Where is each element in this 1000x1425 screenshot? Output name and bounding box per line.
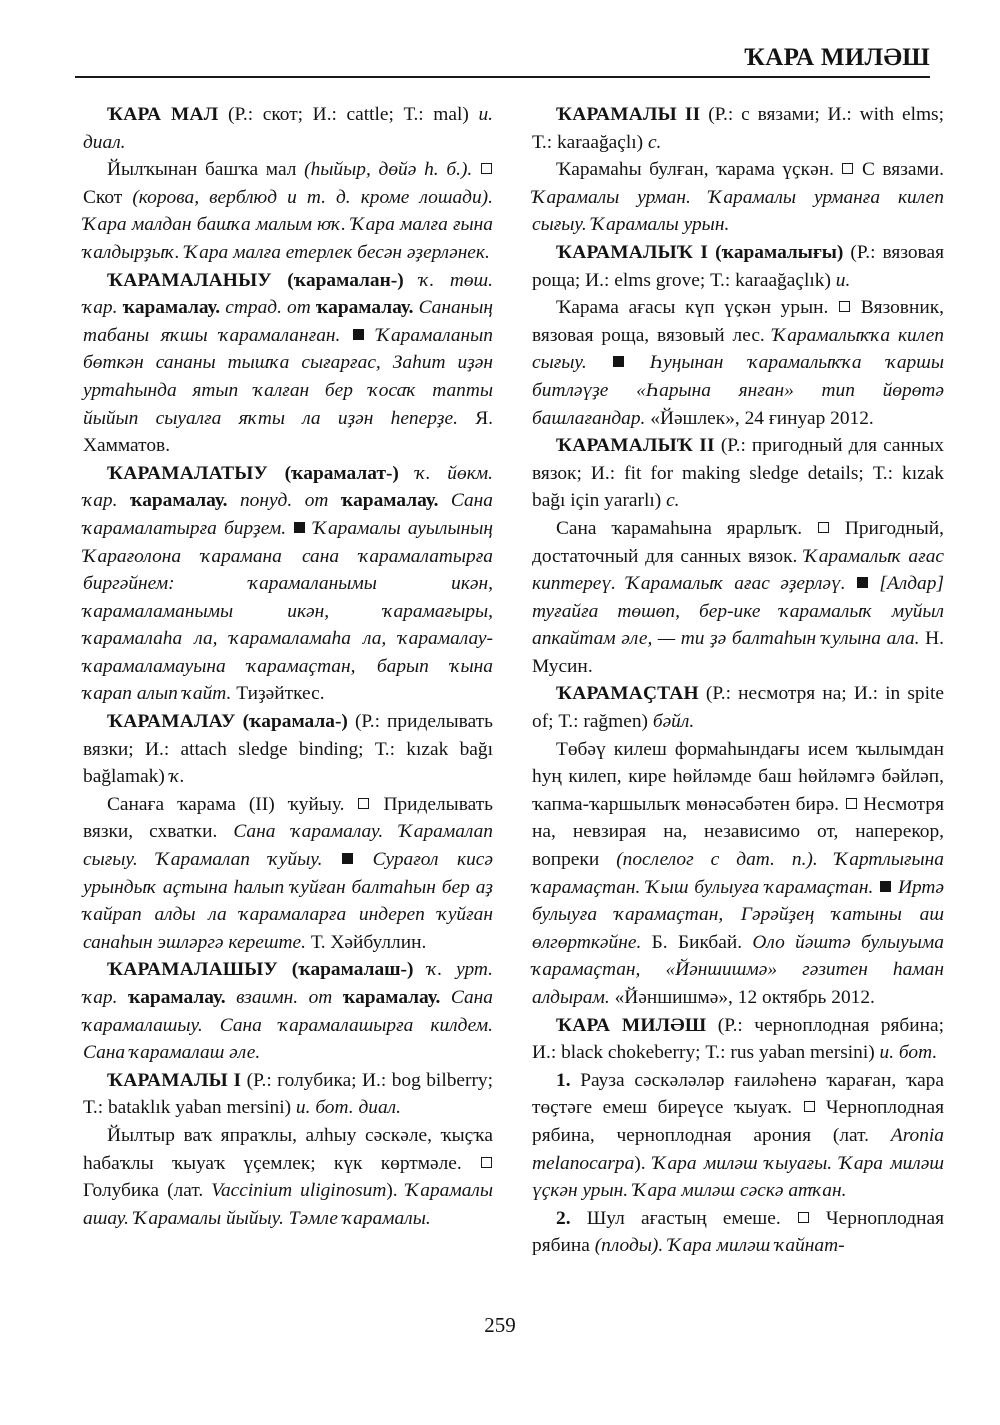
sense-2 bbox=[532, 1205, 944, 1260]
citation: Ҡарамаланып бөткән сананы тышҡа сығарғас, Заһит иҙән уртаһында ятып ҡалған бер ҡосаҡ тапты йыйып сыуалға яҡты ла иҙән һеперҙе. bbox=[83, 324, 493, 429]
entry-karamalashyu bbox=[83, 956, 493, 1066]
citation: Һуңынан ҡарамалыҡҡа ҡаршы битләүҙе «Һарына янған» тип йөрөтә башлағандар. bbox=[532, 352, 944, 429]
cross-reference: ҡарамалау. bbox=[122, 297, 221, 319]
citation-square-icon bbox=[353, 329, 364, 340]
entry-karamalatyu bbox=[83, 460, 493, 708]
entry-karamastan bbox=[532, 680, 944, 735]
definition bbox=[532, 156, 944, 239]
headword: ҠАРАМАЛЫҠ II bbox=[556, 435, 715, 457]
sense-1 bbox=[532, 1067, 944, 1205]
grammar-label: бәйл. bbox=[652, 711, 695, 733]
cross-reference: ҡарамалау. bbox=[342, 987, 441, 1008]
translation-text: ). bbox=[386, 1180, 406, 1202]
page-number: 259 bbox=[484, 1313, 516, 1337]
grammar-label: и. бот. диал. bbox=[295, 1097, 401, 1119]
definition bbox=[532, 736, 944, 1012]
citation: Сурағол кисә урындыҡ аҫтына һалып ҡуйған балтаһын бер аҙ ҡайрап алды ла ҡарамаларға индереп ҡуйған санаһын эшләргә кереште. bbox=[83, 849, 494, 953]
citation-author: Н. Мусин. bbox=[532, 628, 944, 677]
headword: ҠАРАМАЛАНЫУ bbox=[107, 269, 272, 291]
entry-karamaly-2 bbox=[532, 101, 944, 156]
sense-number: 2. bbox=[556, 1207, 571, 1229]
translation-text: Черноплодная рябина bbox=[532, 1207, 944, 1257]
translation-box-icon bbox=[846, 798, 857, 809]
headword: ҠАРАМАЛЫ II bbox=[556, 104, 701, 125]
grammar-label: ҡ. урт. ҡар. bbox=[83, 959, 493, 1008]
headword-stem: (ҡарамалаш-) bbox=[277, 959, 428, 981]
cross-reference: ҡарамалау. bbox=[128, 987, 226, 1008]
citation-author: «Йәншишмә», 12 октябрь 2012. bbox=[609, 987, 875, 1008]
translation-text: Приделывать вязки, схватки. bbox=[83, 793, 494, 843]
headword: ҠАРА МИЛӘШ bbox=[556, 1014, 707, 1036]
definition-text: Шул ағастың емеше. bbox=[570, 1207, 797, 1229]
headword-stem: (ҡарамалығы) bbox=[708, 241, 851, 263]
translation-box-icon bbox=[818, 522, 829, 533]
entry-kara-milash bbox=[532, 1012, 944, 1067]
grammar-label: и. диал. bbox=[83, 104, 494, 153]
left-column bbox=[83, 101, 493, 1232]
right-column bbox=[532, 101, 944, 1260]
headword: ҠАРАМАЛАУ bbox=[107, 711, 236, 733]
examples: (плоды). Ҡара миләш ҡайнат- bbox=[594, 1235, 845, 1257]
citation-square-icon bbox=[613, 356, 624, 367]
grammar-label: с. bbox=[647, 131, 662, 153]
headword: ҠАРАМАЛАШЫУ bbox=[107, 959, 278, 981]
definition-text: Йылҡынан башҡа мал bbox=[107, 159, 305, 181]
examples: (корова, верблюд и т. д. кроме лошади). Ҡара малдан башҡа малым юҡ. Ҡара малға ғына ҡалдырҙыҡ. Ҡара малға етерлек бесән әҙерләнек. bbox=[83, 186, 493, 263]
examples: Ҡара миләш ҡыуағы. Ҡара миләш үҫкән урын. Ҡара миләш сәскә атҡан. bbox=[532, 1152, 945, 1202]
sense-number: 1. bbox=[556, 1069, 571, 1091]
citation-square-icon bbox=[880, 881, 891, 892]
examples: Ҡарамалыҡҡа килеп сығыу. bbox=[532, 324, 944, 374]
grammar-label: с. bbox=[666, 490, 680, 512]
definition-text: Йылтыр ваҡ япраҡлы, алһыу сәскәле, ҡыҫҡа һабаҡлы ҡыуаҡ үҫемлек; күк көртмәле. bbox=[83, 1124, 493, 1174]
definition-text: Төбәү килеш формаһындағы исем ҡылымдан һуң килеп, кире һөйләмде баш һөйләмгә бәйләп, ҡапма-ҡаршылыҡ мөнәсәбәтен бирә. bbox=[532, 738, 944, 815]
headword-stem: (ҡарамалат-) bbox=[267, 462, 416, 484]
cross-reference: ҡарамалау. bbox=[129, 490, 228, 512]
citation-author: Т. Хәйбуллин. bbox=[305, 931, 427, 953]
headword: ҠАРАМАЛЫҠ I bbox=[556, 241, 709, 263]
headword: ҠАРАМАҪТАН bbox=[556, 683, 699, 705]
grammar-label: взаимн. от bbox=[225, 987, 343, 1008]
latin-name: Vaccinium uliginosum bbox=[211, 1180, 387, 1202]
gloss: (Р.: голубика; И.: bog bilberry; Т.: bataklık yaban mersini) bbox=[83, 1069, 494, 1119]
entry-karamalyk-2 bbox=[532, 432, 944, 515]
gloss: (Р.: скот; И.: cattle; Т.: mal) bbox=[218, 104, 479, 125]
translation-text: Пригодный, достаточный для санных вязок. bbox=[532, 517, 945, 567]
translation-text: ). bbox=[634, 1152, 653, 1174]
definition-text: Рауза сәскәләләр ғаиләһенә ҡараған, ҡара төҫтәге емеш биреүсе ҡыуаҡ. bbox=[532, 1069, 944, 1119]
latin-name: Aronia melanocarpa bbox=[532, 1124, 944, 1174]
citation-author: Б. Бикбай. bbox=[641, 931, 753, 953]
translation-box-icon bbox=[842, 163, 853, 174]
entry-karamalanyu bbox=[83, 267, 493, 460]
examples: Ҡарамалы урман. Ҡарамалы урманға килеп сығыу. Ҡарамалы урын. bbox=[532, 186, 944, 236]
grammar-label: ҡ. йөкм. ҡар. bbox=[83, 462, 493, 512]
definition-text: Сана ҡарамаһына ярарлыҡ. bbox=[556, 517, 817, 539]
examples: (послелог с дат. п.). Ҡартлығына ҡарамаҫтан. Ҡыш булыуға ҡарамаҫтан. bbox=[532, 849, 944, 898]
grammar-label: страд. от bbox=[220, 297, 316, 319]
grammar-label: понуд. от bbox=[227, 490, 341, 512]
entry-karamalyk-1 bbox=[532, 239, 944, 294]
headword: ҠАРАМАЛАТЫУ bbox=[107, 462, 268, 484]
headword: ҠАРАМАЛЫ I bbox=[107, 1069, 242, 1091]
definition-text: Ҡарамаһы булған, ҡарама үҫкән. bbox=[556, 159, 842, 181]
citation-author: «Йәшлек», 24 ғинуар 2012. bbox=[645, 407, 874, 429]
translation-text: Голубика (лат. bbox=[83, 1180, 212, 1202]
citation: Ҡарамалы ауылының Ҡарағолона ҡарамана сана ҡарамалатырға биргәйнем: ҡарамаланымы икән, ҡарамаламанымы икән, ҡарамағыры, ҡарамалаһа ла, ҡарамаламаһа ла, ҡарамалау-ҡарамаламауына ҡарамаҫтан, барып ҡына ҡарап алып ҡайт. bbox=[83, 517, 493, 705]
definition-text: Ҡарама ағасы күп үҫкән урын. bbox=[556, 297, 839, 319]
translation-box-icon bbox=[804, 1101, 815, 1112]
headword-stem: (ҡарамалан-) bbox=[271, 269, 420, 291]
gloss: (Р.: черноплодная рябина; И.: black chokeberry; Т.: rus yaban mersini) bbox=[532, 1014, 944, 1064]
grammar-label: и. бот. bbox=[879, 1042, 938, 1064]
running-head: ҠАРА МИЛӘШ bbox=[75, 44, 930, 78]
citation: Оло йәштә булыуыма ҡарамаҫтан, «Йәншишмә» гәзитен һаман алдырам. bbox=[532, 931, 944, 1008]
translation-box-icon bbox=[358, 798, 369, 809]
translation-box-icon bbox=[839, 301, 850, 312]
entry-karamaly-1 bbox=[83, 1067, 493, 1122]
translation-text: Несмотря на, невзирая на, независимо от, наперекор, вопреки bbox=[532, 793, 944, 871]
gloss: (Р.: с вязами; И.: with elms; Т.: karaağaçlı) bbox=[532, 104, 944, 153]
citation-square-icon bbox=[857, 577, 868, 588]
entry-karamalau bbox=[83, 708, 493, 791]
citation-square-icon bbox=[294, 522, 305, 533]
translation-box-icon bbox=[798, 1212, 809, 1223]
grammar-label: ҡ. bbox=[169, 766, 185, 788]
examples: Сана ҡарамалау. Ҡарамалап сығыу. Ҡарамалап ҡуйыу. bbox=[83, 821, 493, 871]
definition bbox=[83, 791, 493, 957]
examples: Ҡарамалы ашау. Ҡарамалы йыйыу. Тәмле ҡарамалы. bbox=[83, 1180, 494, 1229]
definition bbox=[83, 1122, 493, 1232]
translation-box-icon bbox=[481, 163, 492, 174]
headword-stem: (ҡарамала-) bbox=[235, 711, 355, 733]
citation-author: Я. Хамматов. bbox=[83, 407, 493, 457]
entry-kara-mal bbox=[83, 101, 493, 156]
citation-square-icon bbox=[342, 853, 353, 864]
cross-reference: ҡарамалау. bbox=[315, 297, 414, 319]
grammar-label: и. bbox=[835, 269, 851, 291]
definition bbox=[83, 156, 493, 266]
grammar-label: ҡ. төш. ҡар. bbox=[83, 269, 494, 319]
examples: Сана ҡарамалашыу. Сана ҡарамалашырға килдем. Сана ҡарамалаш әле. bbox=[83, 987, 493, 1064]
gloss: (Р.: вязовая роща; И.: elms grove; Т.: karaağaçlık) bbox=[532, 241, 944, 291]
definition bbox=[532, 515, 944, 681]
gloss: (Р.: приделывать вязки; И.: attach sledge binding; Т.: kızak bağı bağlamak) bbox=[83, 711, 493, 788]
examples: Сананың табаны яҡшы ҡарамаланған. bbox=[83, 297, 494, 346]
examples: Ҡарамалыҡ ағас киптереү. Ҡарамалыҡ ағас әҙерләү. bbox=[532, 545, 944, 595]
citation: [Алдар] туғайға төшөп, бер-ике ҡарамалыҡ муйыл апкайтам әле, — ти ҙә балтаһын ҡулына ала. bbox=[532, 573, 944, 650]
definition-text: Санаға ҡарама (II) ҡуйыу. bbox=[107, 793, 358, 815]
translation-text: Скот bbox=[83, 186, 133, 208]
headword: ҠАРА МАЛ bbox=[107, 104, 219, 125]
examples: Сана ҡарамалатырға бирҙем. bbox=[83, 490, 493, 539]
citation: Иртә булыуға ҡарамаҫтан, Гәрәйҙең ҡатыны аш өлгөрткәйне. bbox=[532, 876, 944, 953]
translation-box-icon bbox=[481, 1157, 492, 1168]
cross-reference: ҡарамалау. bbox=[340, 490, 439, 512]
translation-text: Вязовник, вязовая роща, вязовый лес. bbox=[532, 297, 944, 346]
translation-text: Черноплодная рябина, черноплодная арония (лат. bbox=[532, 1097, 944, 1146]
gloss: (Р.: несмотря на; И.: in spite of; Т.: rağmen) bbox=[532, 683, 944, 733]
gloss: (Р.: пригодный для санных вязок; И.: fit for making sledge details; Т.: kızak bağı için yararlı) bbox=[532, 435, 944, 512]
citation-author: Тиҙәйткес. bbox=[231, 683, 325, 705]
definition bbox=[532, 294, 944, 432]
translation-text: С вязами. bbox=[854, 159, 944, 181]
definition-italic: (һыйыр, дөйә һ. б.). bbox=[304, 159, 473, 181]
